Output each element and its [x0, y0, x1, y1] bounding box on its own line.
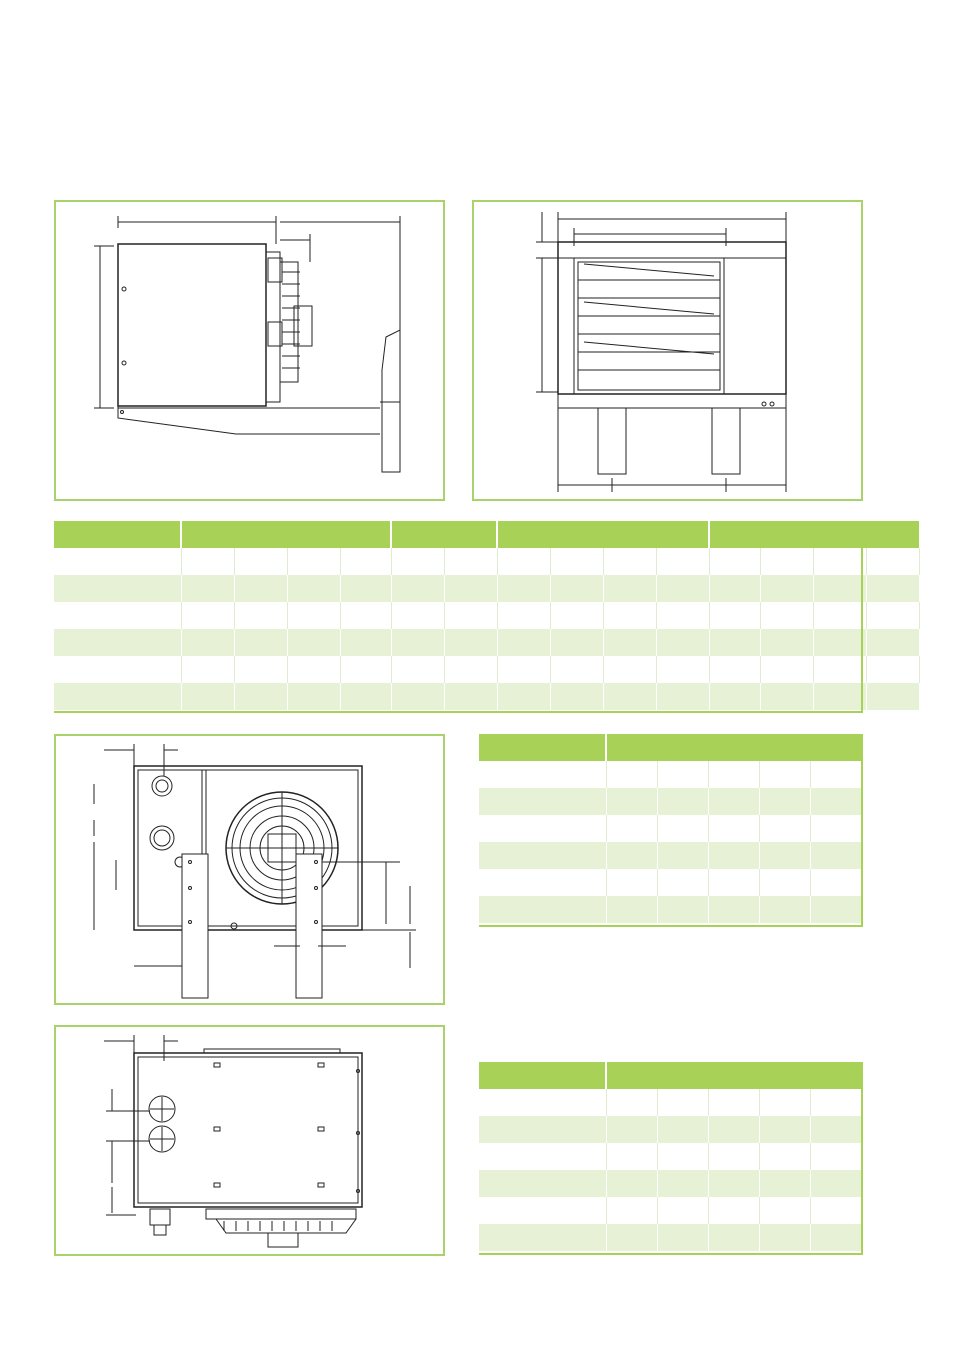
table-row — [479, 761, 862, 788]
header-cell — [606, 1062, 862, 1089]
table-row — [54, 629, 919, 656]
table-row — [479, 1089, 862, 1116]
top-view-panel — [54, 1025, 445, 1256]
table-row — [479, 1143, 862, 1170]
header-cell — [479, 734, 606, 761]
header-cell — [54, 521, 181, 548]
table-row — [479, 869, 862, 896]
table-row — [479, 1197, 862, 1224]
table-row — [479, 815, 862, 842]
header-cell — [709, 521, 919, 548]
rear-view-drawing — [56, 736, 447, 1007]
top-dimensions-table — [479, 1062, 863, 1251]
table-header-row — [479, 734, 862, 761]
side-view-panel — [54, 200, 445, 501]
table-row — [479, 788, 862, 815]
table-row — [54, 575, 919, 602]
main-dimensions-table — [54, 521, 920, 710]
header-cell — [479, 1062, 606, 1089]
front-view-panel — [472, 200, 863, 501]
front-view-drawing — [474, 202, 865, 503]
table-row — [479, 1116, 862, 1143]
header-cell — [391, 521, 497, 548]
table-row — [479, 896, 862, 923]
header-cell — [497, 521, 709, 548]
table-row — [479, 842, 862, 869]
top-view-drawing — [56, 1027, 447, 1258]
table-row — [54, 683, 919, 710]
side-view-drawing — [56, 202, 447, 503]
table-row — [54, 656, 919, 683]
header-cell — [181, 521, 391, 548]
table-row — [54, 548, 919, 575]
rear-view-panel — [54, 734, 445, 1005]
table-row — [479, 1224, 862, 1251]
table-header-row — [54, 521, 919, 548]
header-cell — [606, 734, 862, 761]
table-row — [54, 602, 919, 629]
rear-dimensions-table — [479, 734, 863, 923]
table-row — [479, 1170, 862, 1197]
table-header-row — [479, 1062, 862, 1089]
